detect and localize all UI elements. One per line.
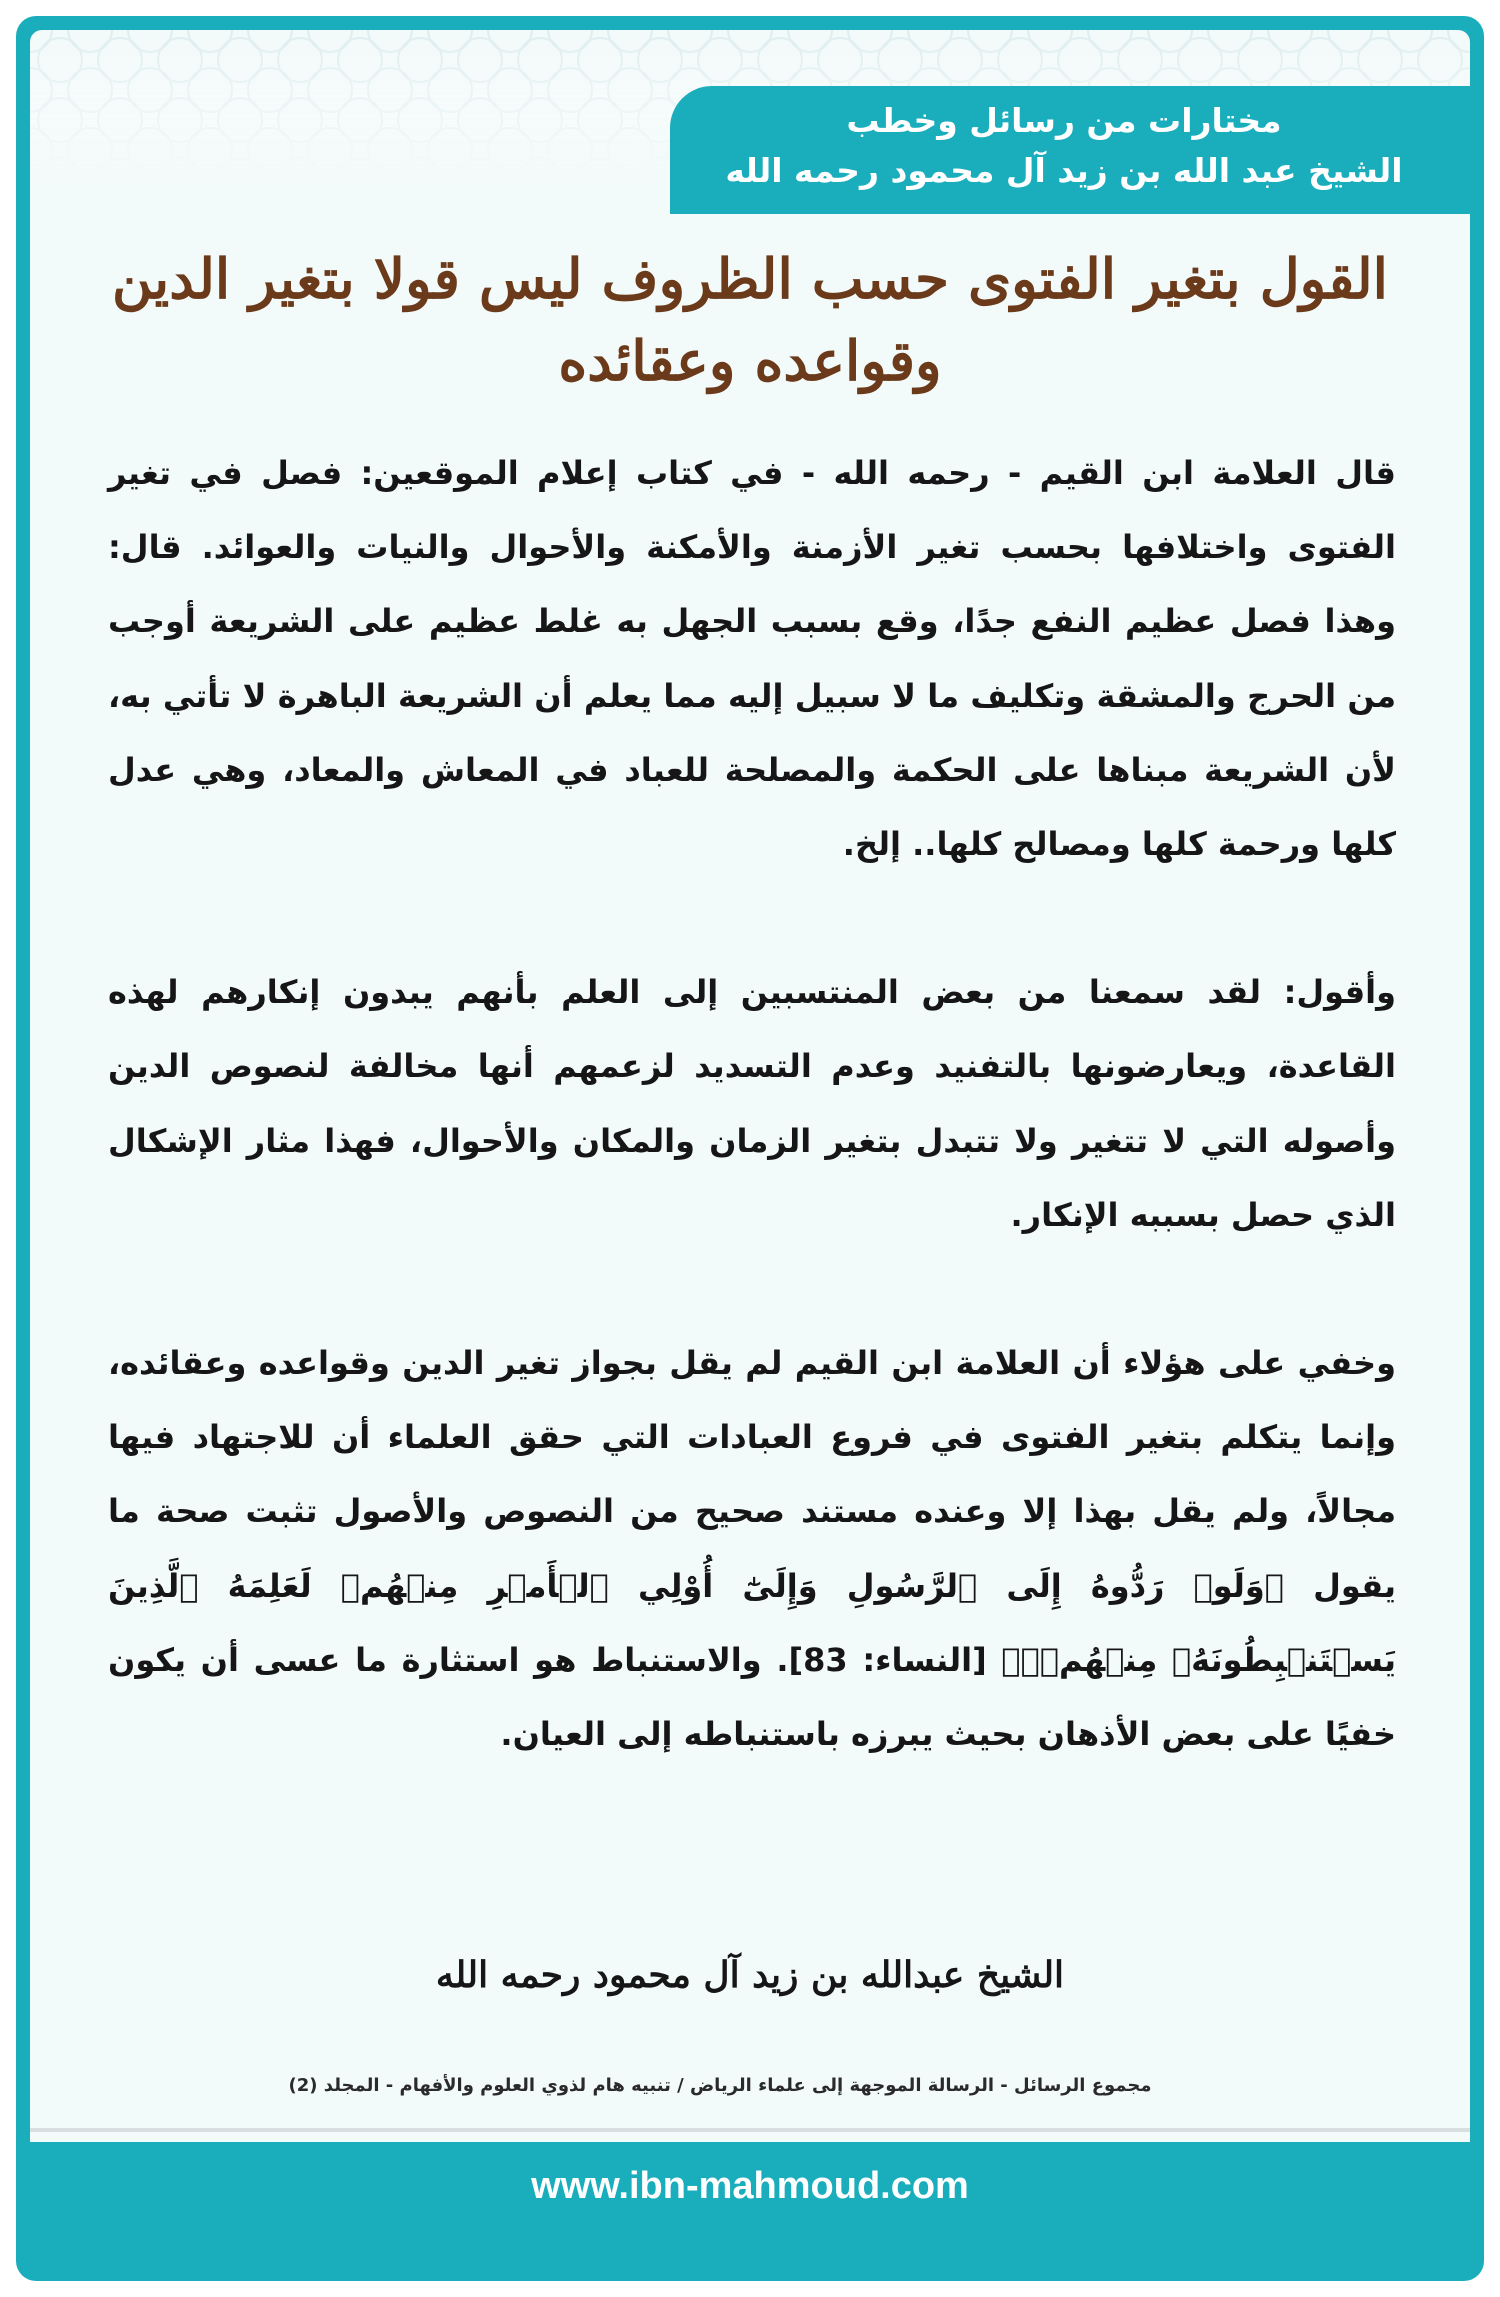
paragraph-2: وأقول: لقد سمعنا من بعض المنتسبين إلى العلم بأنهم يبدون إنكارهم لهذه القاعدة، ويعارضونها بالتفنيد وعدم التسديد لزعمهم أنها مخالفة لنصوص الدين وأصوله التي لا تتغير ولا تتبدل بتغير الزمان والمكان والأحوال، فهذا مثار الإشكال الذي حصل بسببه الإنكار. [108, 973, 1396, 1234]
header-tab [670, 86, 1470, 214]
author-signature: الشيخ عبدالله بن زيد آل محمود رحمه الله [435, 1954, 1065, 1996]
article-body [108, 436, 1396, 1771]
content-card [30, 30, 1470, 2142]
verse-reference: [النساء: 83]. [776, 1640, 987, 1679]
page-title: القول بتغير الفتوى حسب الظروف ليس قولا بتغير الدين وقواعده وعقائده [112, 246, 1388, 393]
quran-verse: ﴿وَلَوۡ رَدُّوهُ إِلَى ٱلرَّسُولِ وَإِلَىٰٓ أُوْلِي ٱلۡأَمۡرِ مِنۡهُمۡ لَعَلِمَهُ ٱلَّذِينَ يَسۡتَنۢبِطُونَهُۥ مِنۡهُمۡۗ﴾ [108, 1566, 1397, 1679]
paragraph-3-text: وخفي على هؤلاء أن العلامة ابن القيم لم يقل بجواز تغير الدين وقواعده وعقائده، وإنما يتكلم بتغير الفتوى في فروع العبادات التي حقق العلماء أن للاجتهاد فيها مجالاً، ولم يقل بهذا إلا وعنده مستند صحيح من النصوص والأصول تثبت صحة ما يقول [108, 1344, 1397, 1605]
paragraph-1: قال العلامة ابن القيم - رحمه الله - في كتاب إعلام الموقعين: فصل في تغير الفتوى واختلافها بحسب تغير الأزمنة والأمكنة والأحوال والنيات والعوائد. قال: وهذا فصل عظيم النفع جدًا، وقع بسبب الجهل به غلط عظيم على الشريعة أوجب من الحرج والمشقة وتكليف ما لا سبيل إليه مما يعلم أن الشريعة الباهرة لا تأتي به، لأن الشريعة مبناها على الحكمة والمصلحة للعباد في المعاش والمعاد، وهي عدل كلها ورحمة كلها ومصالح كلها.. إلخ. [108, 454, 1396, 864]
website-url[interactable]: www.ibn-mahmoud.com [531, 2165, 969, 2207]
header-line-2: الشيخ عبد الله بن زيد آل محمود رحمه الله [725, 151, 1403, 190]
paragraph-spacer [108, 881, 1396, 955]
header-line-1: مختارات من رسائل وخطب [846, 101, 1282, 140]
header-text [684, 96, 1444, 196]
paragraph-spacer [108, 1252, 1396, 1326]
paragraph-3-closing: والاستنباط هو استثارة ما عسى أن يكون خفيًا على بعض الأذهان بحيث يبرزه باستنباطه إلى العيان. [108, 1640, 1396, 1754]
paragraph-3 [108, 1326, 1396, 1771]
source-citation: مجموع الرسائل - الرسالة الموجهة إلى علماء الرياض / تنبيه هام لذوي العلوم والأفهام - المجلد (2) [288, 2075, 1152, 2096]
